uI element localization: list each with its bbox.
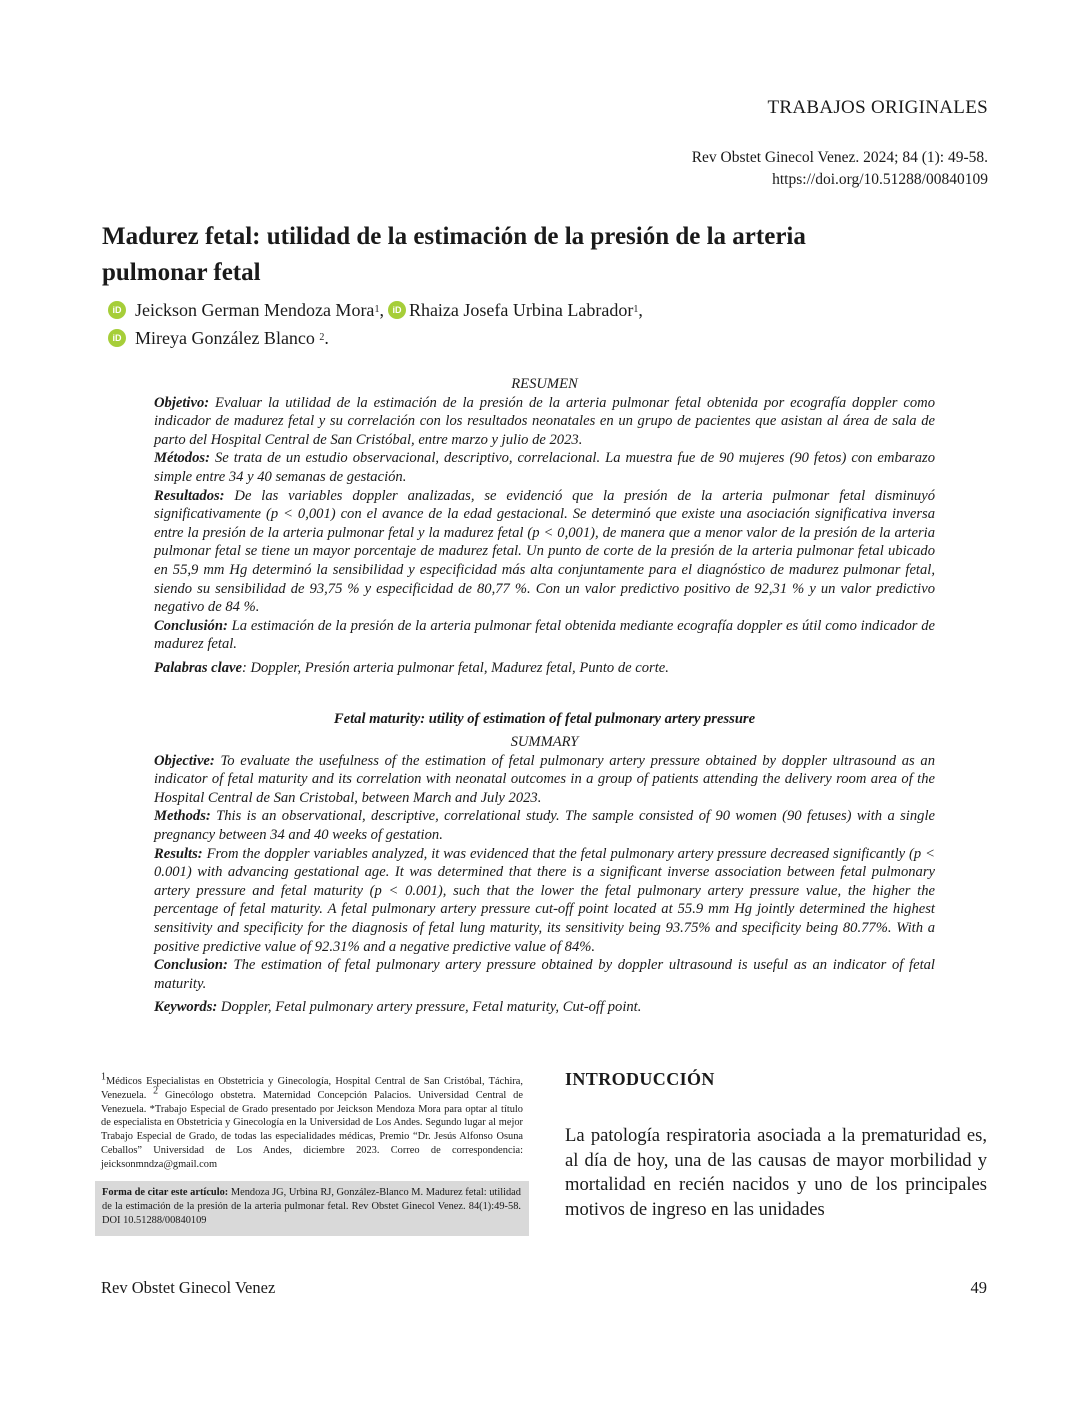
resumen-resultados [154,487,935,617]
author-list [108,296,868,352]
resumen-conclusion-label: Conclusión: [154,617,228,634]
summary-results [154,845,935,957]
resumen-heading: RESUMEN [511,376,578,392]
article-title: Madurez fetal: utilidad de la estimación de la presión de la arteria pulmonar fetal [102,223,806,286]
author-name: Jeickson German Mendoza Mora [135,300,375,320]
author-line-2: iD Mireya González Blanco 2 . [108,324,868,352]
summary-objective-text: To evaluate the usefulness of the estimation of fetal pulmonary artery pressure obtained by doppler ultrasound as an indicator of fetal maturity and its correlation with neonatal outcomes in a group of patients attending the delivery room area of the Hospital Central de San Cristobal, between March and July 2023. [154,752,935,806]
resumen-keywords-text: : Doppler, Presión arteria pulmonar fetal, Madurez fetal, Punto de corte. [241,659,669,676]
resumen-resultados-label: Resultados: [154,487,225,504]
footnote-marker-2: 2 [153,1085,159,1097]
doi-link[interactable]: https://doi.org/10.51288/00840109 [772,171,988,188]
footnote-marker-1: 1 [101,1071,106,1083]
summary-objective [154,752,935,808]
summary-conclusion-label: Conclusion: [154,957,228,974]
resumen-objetivo-text: Evaluar la utilidad de la estimación de la presión de la arteria pulmonar fetal obtenida por ecografía doppler como indicador de madurez fetal y su correlación con los resultados neonatales en un grupo de pacientes que asistan al área de sala de parto del Hospital Central de San Cristóbal, entre marzo y julio de 2023. [154,394,935,448]
author-line-1: iD Jeickson German Mendoza Mora 1 , iD Rhaiza Josefa Urbina Labrador 1 , [108,296,868,324]
intro-paragraph: La patología respiratoria asociada a la prematuridad es, al día de hoy, una de las causas de mayor morbilidad y mortalidad en recién nacidos y uno de los principales motivos de ingreso en las unidades [565,1125,987,1220]
resumen-conclusion [154,617,935,654]
resumen-objetivo [154,394,935,450]
author-separator: , [379,300,384,320]
journal-citation [692,147,988,191]
summary-methods-label: Methods: [154,808,211,825]
section-label: TRABAJOS ORIGINALES [767,97,988,118]
resumen-keywords-label: Palabras clave [154,659,242,676]
affiliation-footnote [101,1071,523,1172]
english-title: Fetal maturity: utility of estimation of fetal pulmonary artery pressure [333,711,756,727]
summary-heading: SUMMARY [510,734,579,750]
summary-keywords-text: Doppler, Fetal pulmonary artery pressure, Fetal maturity, Cut-off point. [217,999,642,1016]
resumen-keywords [154,659,935,678]
resumen-metodos-text: Se trata de un estudio observacional, descriptivo, correlacional. La muestra fue de 90 mujeres (90 fetos) con embarazo simple entre 34 y 40 semanas de gestación. [154,450,935,485]
citation-volume: Rev Obstet Ginecol Venez. 2024; 84 (1): 49-58. [691,149,988,166]
author-name: Rhaiza Josefa Urbina Labrador [408,300,634,320]
summary-keywords [154,998,935,1017]
author-name: Mireya González Blanco [135,328,315,348]
how-to-cite-label: Forma de citar este artículo: [102,1187,229,1198]
resumen-block [154,375,935,678]
summary-methods-text: This is an observational, descriptive, correlational study. The sample consisted of 90 women (90 fetuses) with a single pregnancy between 34 and 40 weeks of gestation. [154,808,935,843]
footer-journal: Rev Obstet Ginecol Venez [101,1278,276,1297]
author-separator: , [638,300,643,320]
page-number: 49 [970,1278,987,1297]
resumen-resultados-text: De las variables doppler analizadas, se evidenció que la presión de la arteria pulmonar fetal disminuyó significativamente (p < 0,001) con el avance de la edad gestacional. Se determinó que existe una asociación significativa inversa entre la presión de la arteria pulmonar fetal y la madurez fetal (p < 0,001), de manera que a menor valor de la presión de la arteria pulmonar fetal se tiene un mayor porcentaje de madurez fetal. Un punto de corte de la presión de la arteria pulmonar fetal ubicado en 55,9 mm Hg determinó la sensibilidad y especificidad más alta conjuntamente para el diagnóstico de madurez pulmonar fetal, siendo su sensibilidad de 93,75 % y especificidad de 80,77 %. Con un valor predictivo positivo de 92,31 % y un valor predictivo negativo de 84 %. [154,487,935,616]
orcid-icon[interactable]: iD [108,301,126,319]
how-to-cite-text: Mendoza JG, Urbina RJ, González-Blanco M. Madurez fetal: utilidad de la estimación de la presión de la arteria pulmonar fetal. Rev Obstet Ginecol Venez. 84(1):49-58. DOI 10.51288/00840109 [102,1187,521,1227]
orcid-icon[interactable]: iD [388,301,406,319]
intro-heading: INTRODUCCIÓN [565,1069,715,1089]
summary-conclusion-text: The estimation of fetal pulmonary artery pressure obtained by doppler ultrasound is useful as an indicator of fetal maturity. [154,957,935,992]
how-to-cite-box [95,1181,529,1236]
summary-block [154,733,935,1017]
summary-results-text: From the doppler variables analyzed, it was evidenced that the fetal pulmonary artery pressure decreased significantly (p < 0.001) with advancing gestational age. It was determined that there is a significant inverse association between fetal pulmonary artery pressure and fetal maturity (p < 0.001), such that the lower the fetal pulmonary artery pressure value, the higher the percentage of fetal maturity. A fetal pulmonary artery pressure cut-off point located at 55.9 mm Hg jointly determined the highest sensitivity and specificity for the diagnosis of fetal lung maturity, its sensitivity being 93.75% and specificity being 80.77%. With a positive predictive value of 92.31% and a negative predictive value of 84%. [154,845,935,955]
summary-methods [154,807,935,844]
summary-conclusion [154,956,935,993]
summary-objective-label: Objective: [154,752,215,769]
summary-keywords-label: Keywords: [154,999,218,1016]
summary-results-label: Results: [154,845,203,862]
author-separator: . [324,328,329,348]
orcid-icon[interactable]: iD [108,329,126,347]
resumen-objetivo-label: Objetivo: [154,394,210,411]
footnote-text-1: Médicos Especialistas en Obstetricia y Ginecología, Hospital Central de San Cristóbal, Táchira, Venezuela. [101,1076,523,1101]
resumen-conclusion-text: La estimación de la presión de la arteria pulmonar fetal obtenida mediante ecografía doppler es útil como indicador de madurez fetal. [154,617,935,653]
footnote-text-2: Ginecólogo obstetra. Maternidad Concepción Palacios. Universidad Central de Venezuela. *Trabajo Especial de Grado presentado por Jeickson Mendoza Mora para optar al título de especialista en Obstetricia y Ginecología en la Universidad de Los Andes. Segundo lugar al mejor Trabajo Especial de Grado, de todas las especialidades médicas, Premio “Dr. Jesús Alfonso Osuna Ceballos” Universidad de Los Andes, diciembre 2023. Correo de correspondencia: jeicksonmndza@gmail.com [101,1089,523,1170]
resumen-metodos-label: Métodos: [154,450,210,467]
resumen-metodos [154,449,935,486]
